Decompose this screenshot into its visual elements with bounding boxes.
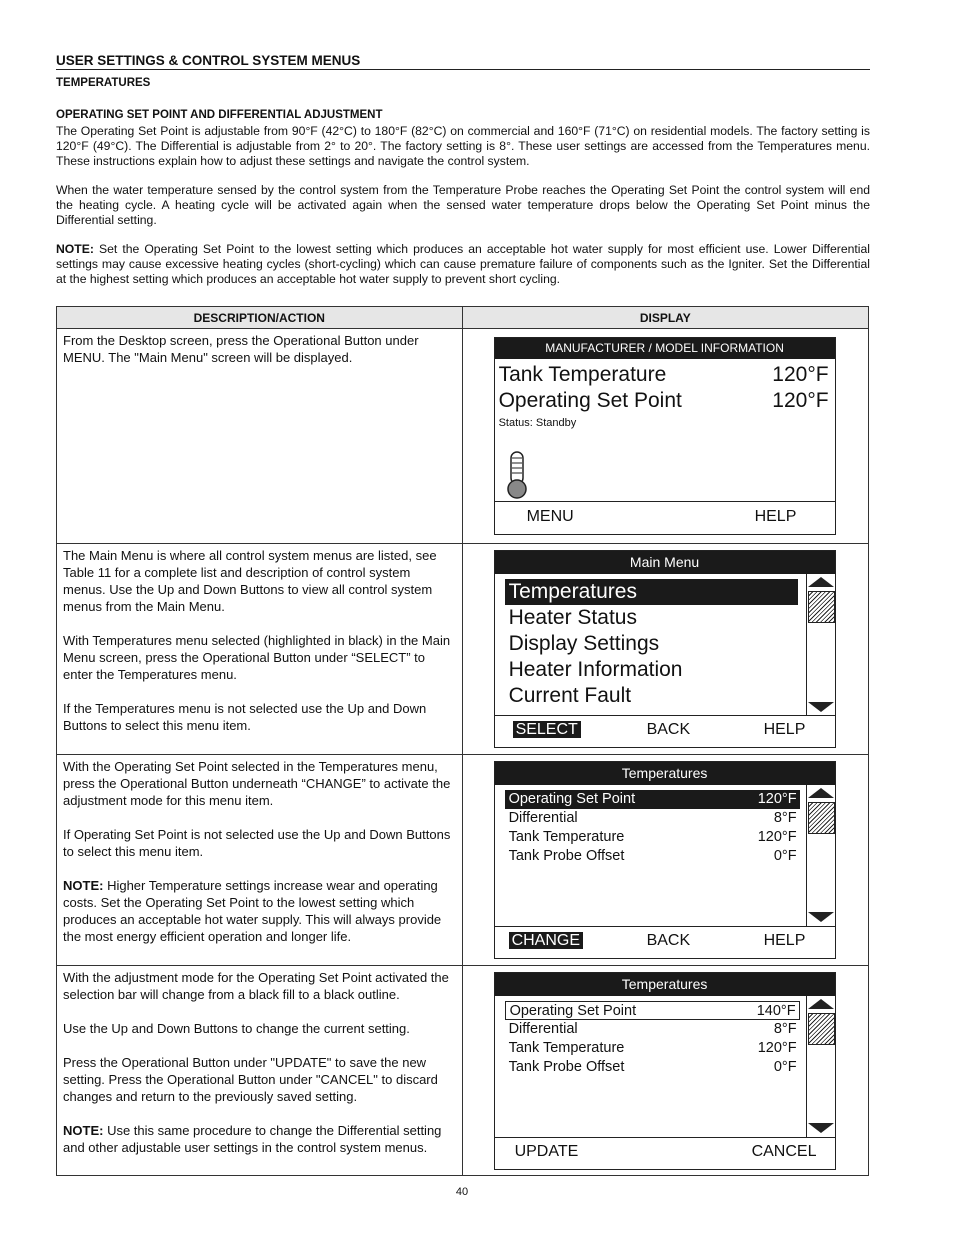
setting-value: 120°F — [757, 1040, 797, 1056]
screen-title: Main Menu — [495, 551, 835, 574]
setting-row[interactable] — [505, 828, 800, 847]
scroll-thumb[interactable] — [808, 1013, 835, 1045]
display-cell — [462, 966, 868, 1176]
set-point-value: 120°F — [772, 389, 829, 412]
setting-value: 0°F — [773, 848, 797, 864]
status-text: Status: Standby — [498, 417, 577, 429]
menu-item[interactable]: Heater Status — [508, 606, 637, 629]
setting-label: Tank Probe Offset — [508, 848, 625, 864]
setting-label: Tank Temperature — [508, 829, 625, 845]
change-softkey[interactable]: CHANGE — [509, 932, 583, 950]
description-cell — [57, 544, 463, 755]
update-softkey[interactable]: UPDATE — [514, 1143, 579, 1160]
setting-label: Tank Temperature — [508, 1040, 625, 1056]
menu-list — [505, 579, 798, 709]
setting-value: 8°F — [773, 810, 797, 826]
temperatures-screen — [494, 761, 836, 959]
subsection-title: TEMPERATURES — [56, 77, 151, 89]
display-cell — [462, 544, 868, 755]
back-softkey[interactable]: BACK — [646, 932, 691, 949]
table-row — [57, 544, 869, 755]
setting-row[interactable] — [505, 1058, 800, 1077]
scroll-up-icon[interactable] — [808, 999, 834, 1009]
step-text: If Operating Set Point is not selected use the Up and Down Buttons to select this menu item. — [63, 827, 451, 859]
setting-label: Operating Set Point — [509, 1003, 637, 1019]
menu-item[interactable]: Heater Information — [508, 658, 683, 681]
step-text: With the adjustment mode for the Operating Set Point activated the selection bar will change from a black fill to a black outline. — [63, 970, 449, 1002]
setting-value: 120°F — [757, 829, 797, 845]
table-row — [57, 329, 869, 544]
setting-row[interactable] — [505, 1020, 800, 1039]
setting-label: Differential — [508, 810, 578, 826]
scroll-down-icon[interactable] — [808, 1123, 834, 1133]
intro-note — [56, 242, 870, 287]
column-header-description: DESCRIPTION/ACTION — [57, 307, 463, 329]
note-label: NOTE: — [56, 242, 94, 256]
scroll-down-icon[interactable] — [808, 702, 834, 712]
select-softkey[interactable]: SELECT — [513, 721, 581, 739]
setting-label: Differential — [508, 1021, 578, 1037]
setting-value: 140°F — [756, 1003, 796, 1019]
scroll-thumb[interactable] — [808, 802, 835, 834]
desktop-screen — [494, 337, 836, 535]
description-cell — [57, 329, 463, 544]
scroll-up-icon[interactable] — [808, 577, 834, 587]
step-text: From the Desktop screen, press the Operational Button under MENU. The "Main Menu" screen will be displayed. — [63, 333, 419, 365]
step-text: If the Temperatures menu is not selected use the Up and Down Buttons to select this menu item. — [63, 701, 427, 733]
menu-item[interactable]: Temperatures — [505, 579, 798, 605]
scrollbar[interactable] — [806, 574, 836, 715]
set-point-label: Operating Set Point — [498, 389, 682, 412]
section-title: USER SETTINGS & CONTROL SYSTEM MENUS — [56, 53, 870, 70]
help-softkey[interactable]: HELP — [763, 932, 806, 949]
menu-softkey[interactable]: MENU — [526, 508, 574, 525]
note-text: Set the Operating Set Point to the lowest setting which produces an acceptable hot water supply for most efficient use. Lower Differential settings may cause excessive heating cycles (short-cycling) which can cause premature failure of components such as the Igniter. Set the Differential at the highest setting which produces an acceptable hot water supply to prevent short cycling. — [56, 242, 870, 286]
setting-value: 8°F — [773, 1021, 797, 1037]
column-header-display: DISPLAY — [462, 307, 868, 329]
tank-temperature-value: 120°F — [772, 363, 829, 386]
step-text: With the Operating Set Point selected in the Temperatures menu, press the Operational Button underneath “CHANGE” to activate the adjustment mode for this menu item. — [63, 759, 451, 808]
back-softkey[interactable]: BACK — [646, 721, 691, 738]
intro-paragraph-1: The Operating Set Point is adjustable from 90°F (42°C) to 180°F (82°C) on commercial and 160°F (71°C) on residential models. The factory setting is 120°F (49°C). The Differential is adjustable from 2° to 20°. The factory setting is 8°. These user settings are accessed from the Temperatures menu. These instructions explain how to adjust these settings and navigate the control system. — [56, 124, 870, 168]
setting-label: Operating Set Point — [508, 791, 636, 807]
screen-title: MANUFACTURER / MODEL INFORMATION — [495, 338, 835, 359]
main-menu-screen — [494, 550, 836, 748]
help-softkey[interactable]: HELP — [754, 508, 797, 525]
temperatures-adjust-screen — [494, 972, 836, 1170]
setting-label: Tank Probe Offset — [508, 1059, 625, 1075]
screen-title: Temperatures — [495, 762, 835, 785]
tank-temperature-line — [495, 363, 835, 387]
table-row — [57, 755, 869, 966]
step-text: Press the Operational Button under "UPDATE" to save the new setting. Press the Operational Button under "CANCEL" to discard changes and return to the previously saved setting. — [63, 1055, 438, 1104]
display-cell — [462, 329, 868, 544]
description-cell — [57, 966, 463, 1176]
cancel-softkey[interactable]: CANCEL — [751, 1143, 817, 1160]
settings-list — [505, 1001, 800, 1077]
note-text: NOTE: Use this same procedure to change the Differential setting and other adjustable user settings in the control system menus. — [63, 1123, 442, 1155]
tank-temperature-label: Tank Temperature — [498, 363, 667, 386]
note-text: NOTE: Higher Temperature settings increase wear and operating costs. Set the Operating Set Point to the lowest setting which produces an acceptable hot water supply. This will always provide the most energy efficient operation and longer life. — [63, 878, 442, 944]
step-text: The Main Menu is where all control system menus are listed, see Table 11 for a complete list and description of control system menus. Use the Up and Down Buttons to view all control system menus from the Main Menu. — [63, 548, 437, 614]
help-softkey[interactable]: HELP — [763, 721, 806, 738]
screen-title: Temperatures — [495, 973, 835, 996]
setting-value: 0°F — [773, 1059, 797, 1075]
menu-item[interactable]: Current Fault — [508, 684, 632, 707]
scroll-down-icon[interactable] — [808, 912, 834, 922]
setting-value: 120°F — [757, 791, 797, 807]
topic-title: OPERATING SET POINT AND DIFFERENTIAL ADJUSTMENT — [56, 109, 383, 121]
thermometer-icon — [507, 451, 527, 504]
step-text: Use the Up and Down Buttons to change the current setting. — [63, 1021, 410, 1036]
setting-row[interactable] — [505, 809, 800, 828]
page-number: 40 — [455, 1186, 469, 1198]
step-text: With Temperatures menu selected (highlighted in black) in the Main Menu screen, press the Operational Button under “SELECT” to enter the Temperatures menu. — [63, 633, 451, 682]
scroll-up-icon[interactable] — [808, 788, 834, 798]
setting-row[interactable] — [505, 790, 800, 809]
display-cell — [462, 755, 868, 966]
description-cell — [57, 755, 463, 966]
scrollbar[interactable] — [806, 996, 836, 1137]
scrollbar[interactable] — [806, 785, 836, 926]
intro-paragraph-2: When the water temperature sensed by the control system from the Temperature Probe reaches the Operating Set Point the control system will end the heating cycle. A heating cycle will be activated again when the sensed water temperature drops below the Operating Set Point minus the Differential setting. — [56, 183, 870, 227]
instruction-table — [56, 306, 869, 1176]
setting-row[interactable] — [505, 1039, 800, 1058]
settings-list — [505, 790, 800, 866]
scroll-thumb[interactable] — [808, 591, 835, 623]
menu-item[interactable]: Display Settings — [508, 632, 660, 655]
table-row — [57, 966, 869, 1176]
set-point-line — [495, 389, 835, 413]
setting-row[interactable] — [505, 1001, 800, 1020]
setting-row[interactable] — [505, 847, 800, 866]
